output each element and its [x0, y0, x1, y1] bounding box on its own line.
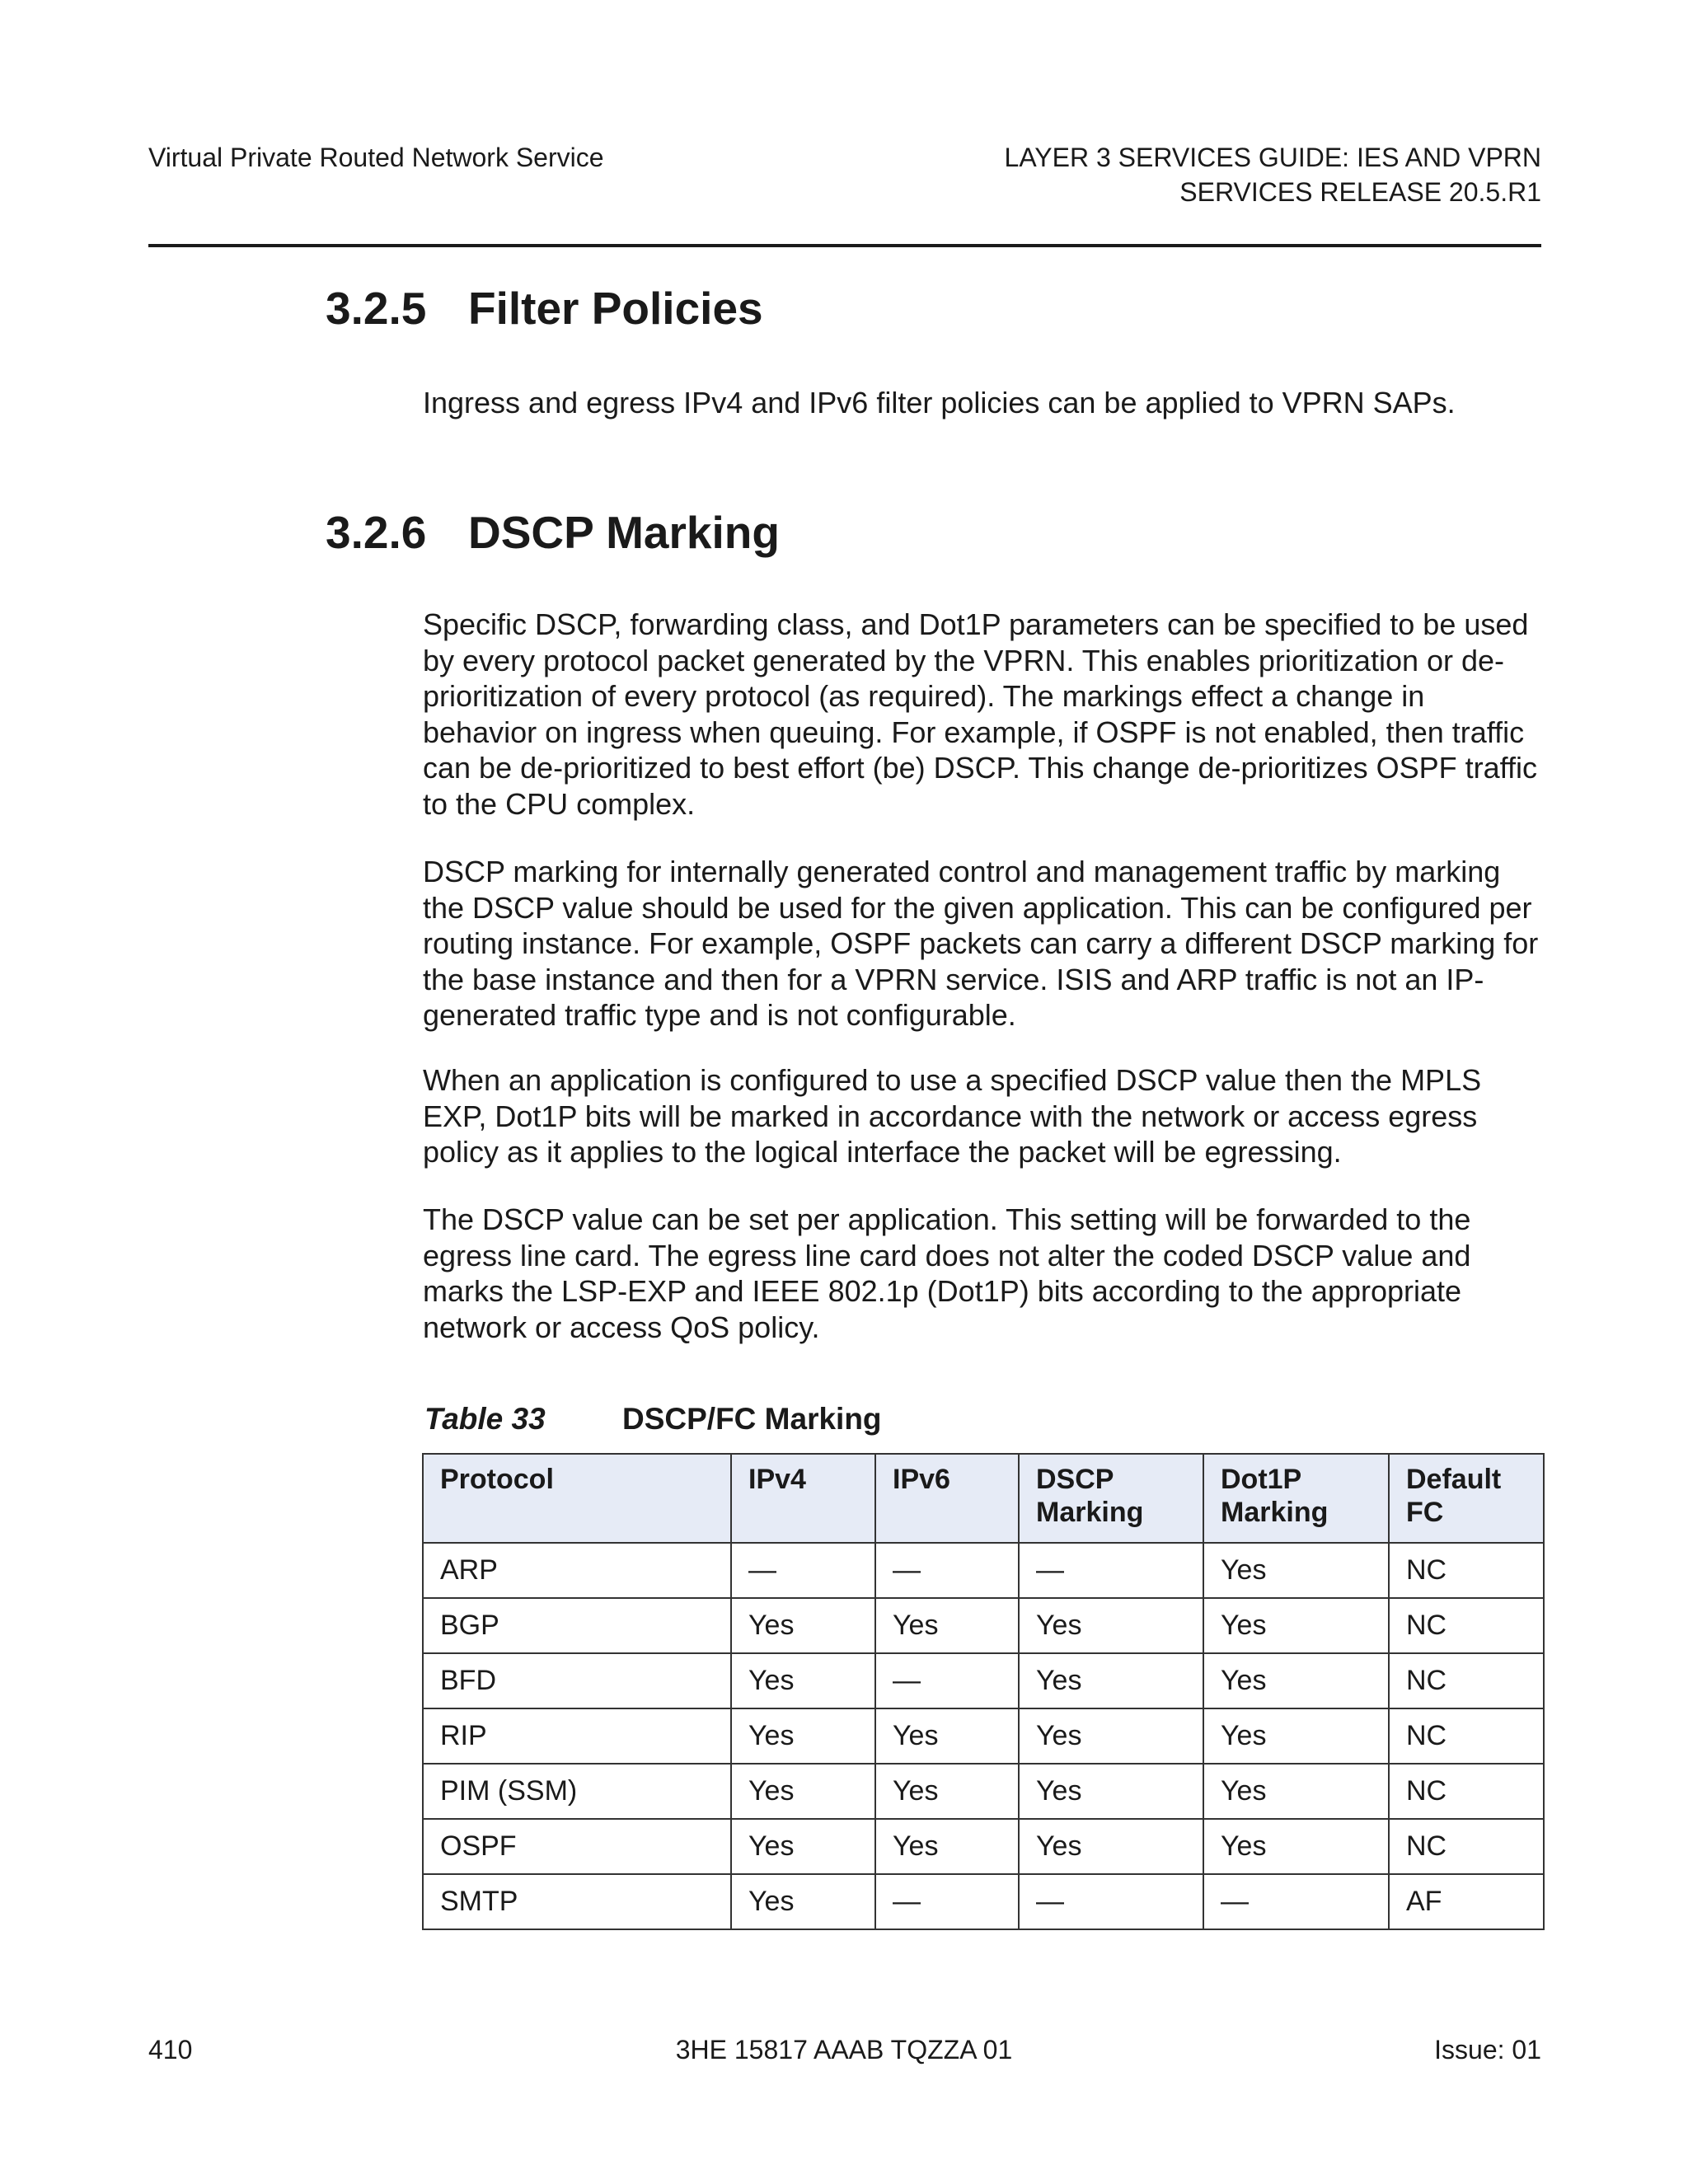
table-cell: Yes: [1019, 1764, 1203, 1819]
table-cell: Yes: [1019, 1598, 1203, 1653]
dscp-paragraph-2: DSCP marking for internally generated control and management traffic by marking the DSCP value should be used for the given application. This can be configured per routing instance. For example, OSPF packets can carry a different DSCP marking for the base instance and then for a VPRN service. ISIS and ARP traffic is not an IP-generated traffic type and is not configurable.: [423, 855, 1539, 1032]
table-header-row: [423, 1454, 1544, 1543]
dscp-fc-marking-table: [422, 1453, 1545, 1930]
column-header-dscp-marking: DSCP Marking: [1019, 1454, 1203, 1543]
header-rule: [148, 244, 1541, 247]
table-row: [423, 1764, 1544, 1819]
dscp-paragraph-4: The DSCP value can be set per application. This setting will be forwarded to the egress line card. The egress line card does not alter the coded DSCP value and marks the LSP-EXP and IEEE 802.1p (Dot1P) bits according to the appropriate network or access QoS policy.: [423, 1202, 1471, 1344]
running-header-left: Virtual Private Routed Network Service: [148, 143, 604, 172]
table-cell: NC: [1389, 1708, 1544, 1764]
table-cell: Yes: [875, 1764, 1019, 1819]
section-number-filter-policies: 3.2.5: [326, 283, 427, 334]
running-header-right-line1: LAYER 3 SERVICES GUIDE: IES AND VPRN: [1004, 143, 1541, 172]
section-title-dscp-marking: DSCP Marking: [468, 507, 780, 558]
section-title-filter-policies: Filter Policies: [468, 283, 763, 334]
table-cell: BFD: [423, 1653, 731, 1708]
table-cell: OSPF: [423, 1819, 731, 1874]
table-cell: —: [875, 1653, 1019, 1708]
column-header-protocol: Protocol: [423, 1454, 731, 1543]
table-cell: Yes: [731, 1598, 875, 1653]
table-cell: Yes: [1203, 1764, 1389, 1819]
dscp-paragraph-1: Specific DSCP, forwarding class, and Dot1P parameters can be specified to be used by every protocol packet generated by the VPRN. This enables prioritization or de-prioritization of every protocol (as required). The markings effect a change in behavior on ingress when queuing. For example, if OSPF is not enabled, then traffic can be de-prioritized to best effort (be) DSCP. This change de-prioritizes OSPF traffic to the CPU complex.: [423, 607, 1537, 821]
table-cell: Yes: [731, 1764, 875, 1819]
issue-label: Issue: 01: [1434, 2035, 1541, 2064]
table-cell: —: [875, 1543, 1019, 1598]
table-row: [423, 1543, 1544, 1598]
table-row: [423, 1819, 1544, 1874]
table-cell: Yes: [875, 1708, 1019, 1764]
table-cell: RIP: [423, 1708, 731, 1764]
table-cell: Yes: [1019, 1819, 1203, 1874]
column-header-dot1p-marking: Dot1P Marking: [1203, 1454, 1389, 1543]
table-cell: Yes: [875, 1598, 1019, 1653]
table-cell: SMTP: [423, 1874, 731, 1929]
table-caption-label: Table 33: [424, 1402, 546, 1436]
table-cell: Yes: [1203, 1653, 1389, 1708]
column-header-ipv6: IPv6: [875, 1454, 1019, 1543]
table-cell: —: [1203, 1874, 1389, 1929]
table-cell: —: [1019, 1543, 1203, 1598]
table-cell: PIM (SSM): [423, 1764, 731, 1819]
table-cell: Yes: [1203, 1819, 1389, 1874]
table-cell: NC: [1389, 1598, 1544, 1653]
table-cell: BGP: [423, 1598, 731, 1653]
section-number-dscp-marking: 3.2.6: [326, 507, 427, 558]
table-row: [423, 1708, 1544, 1764]
table-row: [423, 1653, 1544, 1708]
table-row: [423, 1874, 1544, 1929]
table-cell: Yes: [731, 1708, 875, 1764]
table-cell: Yes: [1019, 1708, 1203, 1764]
page-number: 410: [148, 2035, 193, 2064]
table-cell: NC: [1389, 1764, 1544, 1819]
table-cell: Yes: [731, 1874, 875, 1929]
table-cell: ARP: [423, 1543, 731, 1598]
table-cell: Yes: [1203, 1708, 1389, 1764]
column-header-default-fc: Default FC: [1389, 1454, 1544, 1543]
table-cell: —: [1019, 1874, 1203, 1929]
table-cell: —: [875, 1874, 1019, 1929]
table-cell: Yes: [1019, 1653, 1203, 1708]
table-cell: —: [731, 1543, 875, 1598]
column-header-ipv4: IPv4: [731, 1454, 875, 1543]
table-cell: NC: [1389, 1653, 1544, 1708]
table-cell: Yes: [1203, 1598, 1389, 1653]
table-cell: NC: [1389, 1819, 1544, 1874]
table-cell: AF: [1389, 1874, 1544, 1929]
table-cell: Yes: [731, 1819, 875, 1874]
table-cell: NC: [1389, 1543, 1544, 1598]
table-caption-title: DSCP/FC Marking: [622, 1402, 882, 1436]
table-cell: Yes: [731, 1653, 875, 1708]
table-row: [423, 1598, 1544, 1653]
filter-policies-paragraph: Ingress and egress IPv4 and IPv6 filter policies can be applied to VPRN SAPs.: [423, 386, 1456, 419]
table-cell: Yes: [875, 1819, 1019, 1874]
dscp-paragraph-3: When an application is configured to use a specified DSCP value then the MPLS EXP, Dot1P bits will be marked in accordance with the network or access egress policy as it applies to the logical interface the packet will be egressing.: [423, 1063, 1482, 1169]
running-header-right-line2: SERVICES RELEASE 20.5.R1: [1179, 177, 1541, 207]
document-id: 3HE 15817 AAAB TQZZA 01: [675, 2035, 1013, 2064]
table-cell: Yes: [1203, 1543, 1389, 1598]
running-header-right: [1005, 140, 1541, 209]
